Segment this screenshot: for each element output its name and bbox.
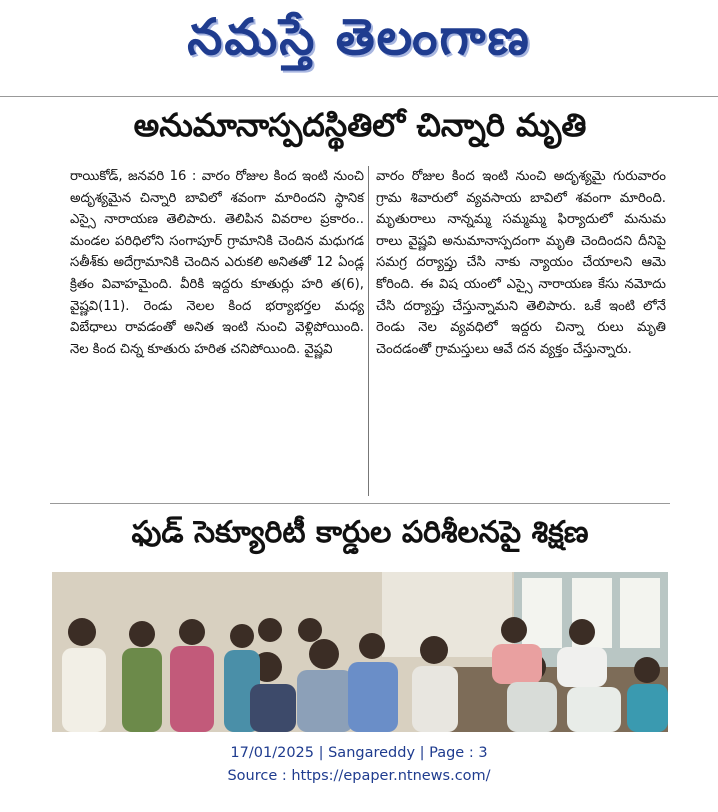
column-divider — [368, 166, 369, 496]
second-article-headline — [20, 510, 700, 562]
article-column-left: రాయికోడ్, జనవరి 16 : వారం రోజుల కింద ఇంటి నుంచి అదృశ్యమైన చిన్నారి బావిలో శవంగా మారిందని స్థానిక ఎస్సై నారాయణ తెలిపారు. తెలిపిన వివరాల ప్రకారం.. మండల పరిధిలోని సంగాపూర్ గ్రామానికి చెందిన మధుగడ సతీశ్‌కు అదేగ్రామానికి చెందిన ఎరుకలి అనితతో 12 ఏండ్ల క్రితం వివాహమైంది. వీరికి ఇద్దరు కూతుర్లు హరి త(6), వైష్ణవి(11). రెండు నెలల కింద భర్యాభర్తల మధ్య విబేధాలు రావడంతో అనిత ఇంటి నుంచి వెళ్లిపోయింది. నెల కింద చిన్న కూతురు హరిత చనిపోయింది. వైష్ణవి — [70, 169, 364, 357]
article-headline — [20, 104, 700, 154]
article-column-right: వారం రోజుల కింద ఇంటి నుంచి అదృశ్యమై గురువారం గ్రామ శివారులో వ్యవసాయ బావిలో శవంగా మారింది. మృతురాలు నాన్నమ్మ సమ్మమ్మ ఫిర్యాదులో మనుమ రాలు వైష్ణవి అనుమానాస్పదంగా మృతి చెందిందని దీనిపై సమగ్ర దర్యాప్తు చేసి నాకు న్యాయం చేయాలని ఆమె కోరింది. ఈ విష యంలో ఎస్సై నారాయణ కేసు నమోదు చేసి దర్యాప్తు చేస్తున్నామని తెలిపారు. ఒకే ఇంటి లోనే రెండు నెల వ్యవధిలో ఇద్దరు చిన్నా రులు మృతి చెందడంతో గ్రామస్తులు ఆవే దన వ్యక్తం చేస్తున్నారు. — [376, 169, 666, 357]
page-footer — [0, 742, 718, 788]
second-article-headline-text: ఫుడ్ సెక్యూరిటీ కార్డుల పరిశీలనపై శిక్షణ — [131, 515, 589, 550]
meeting-photo-illustration — [52, 572, 668, 732]
footer-source-line: Source : https://epaper.ntnews.com/ — [227, 768, 491, 784]
masthead-title: నమస్తే తెలంగాణ — [187, 7, 531, 66]
meeting-photo — [52, 572, 668, 732]
masthead-divider — [0, 96, 718, 97]
section-divider — [50, 503, 670, 504]
masthead — [0, 0, 718, 86]
article-headline-text: అనుమానాస్పదస్థితిలో చిన్నారి మృతి — [133, 106, 587, 144]
footer-date-line: 17/01/2025 | Sangareddy | Page : 3 — [230, 745, 488, 761]
